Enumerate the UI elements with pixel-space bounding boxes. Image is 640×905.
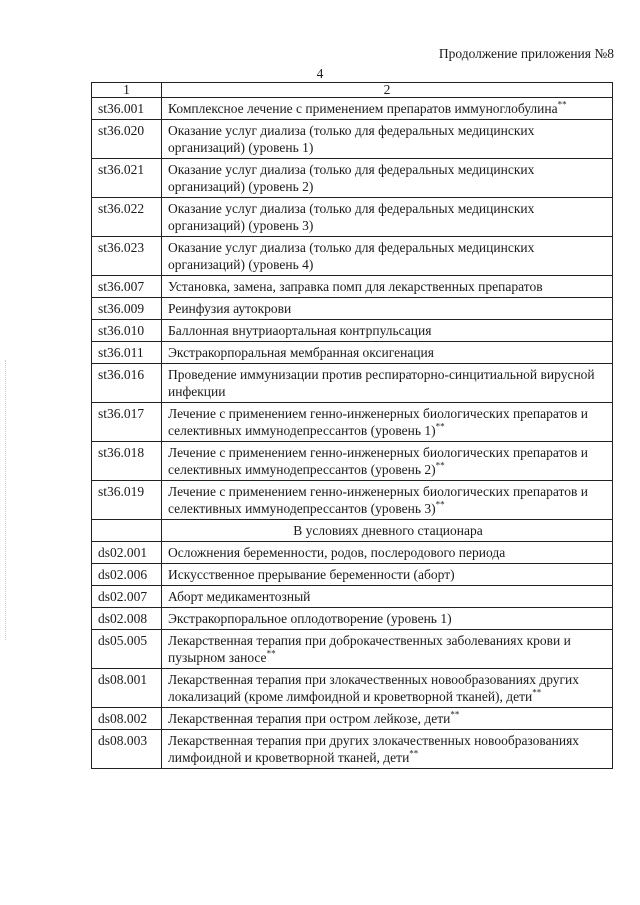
row-description-cell <box>162 442 613 481</box>
footnote-mark: ** <box>450 709 460 720</box>
row-code: st36.016 <box>92 364 162 403</box>
row-code: ds08.003 <box>92 730 162 769</box>
row-description: Лечение с применением генно-инженерных биологических препаратов и селективных иммунодепрессантов (уровень 2) <box>168 445 588 477</box>
row-description-cell <box>162 198 613 237</box>
row-code: ds05.005 <box>92 630 162 669</box>
table-row <box>92 198 613 237</box>
row-code: ds08.001 <box>92 669 162 708</box>
row-description: Лекарственная терапия при доброкачественных заболеваниях крови и пузырном заносе <box>168 633 571 665</box>
table-row <box>92 442 613 481</box>
row-code: st36.010 <box>92 320 162 342</box>
row-description: Осложнения беременности, родов, послеродового периода <box>168 545 506 560</box>
table-row <box>92 320 613 342</box>
row-description-cell <box>162 364 613 403</box>
row-code: st36.022 <box>92 198 162 237</box>
table-row <box>92 608 613 630</box>
row-code: st36.021 <box>92 159 162 198</box>
table-row <box>92 481 613 520</box>
row-description-cell <box>162 586 613 608</box>
row-code: ds02.001 <box>92 542 162 564</box>
row-description: Лекарственная терапия при злокачественных новообразованиях других локализаций (кроме лимфоидной и кроветворной тканей), дети <box>168 672 580 704</box>
row-description: Реинфузия аутокрови <box>168 301 292 316</box>
appendix-continuation-note: Продолжение приложения №8 <box>438 46 614 61</box>
column-header-2: 2 <box>162 83 613 98</box>
row-description-cell <box>162 159 613 198</box>
row-description-cell <box>162 342 613 364</box>
row-description-cell <box>162 98 613 120</box>
row-description: Экстракорпоральное оплодотворение (уровень 1) <box>168 611 452 626</box>
table-row <box>92 630 613 669</box>
row-description: Экстракорпоральная мембранная оксигенация <box>168 345 434 360</box>
code-table <box>91 82 613 769</box>
row-description: Оказание услуг диализа (только для федеральных медицинских организаций) (уровень 4) <box>168 240 535 272</box>
row-code: ds08.002 <box>92 708 162 730</box>
row-description-cell <box>162 237 613 276</box>
row-description: Лечение с применением генно-инженерных биологических препаратов и селективных иммунодепрессантов (уровень 1) <box>168 406 588 438</box>
table-row <box>92 237 613 276</box>
row-description-cell <box>162 669 613 708</box>
column-header-1: 1 <box>92 83 162 98</box>
table-row <box>92 159 613 198</box>
table-row <box>92 542 613 564</box>
table-body <box>92 98 613 769</box>
row-code: st36.017 <box>92 403 162 442</box>
row-description-cell <box>162 708 613 730</box>
row-description: Оказание услуг диализа (только для федеральных медицинских организаций) (уровень 3) <box>168 201 535 233</box>
row-description-cell <box>162 320 613 342</box>
table-row <box>92 403 613 442</box>
row-description-cell <box>162 608 613 630</box>
table-row <box>92 564 613 586</box>
row-description-cell <box>162 730 613 769</box>
row-description: Лекарственная терапия при других злокачественных новообразованиях лимфоидной и кроветворной тканей, дети <box>168 733 580 765</box>
row-code: st36.018 <box>92 442 162 481</box>
footnote-mark: ** <box>435 421 445 432</box>
page-number: 4 <box>316 66 324 81</box>
table-header-row <box>92 83 613 98</box>
table-row <box>92 298 613 320</box>
footnote-mark: ** <box>409 748 419 759</box>
row-code: st36.020 <box>92 120 162 159</box>
row-description: Искусственное прерывание беременности (аборт) <box>168 567 455 582</box>
table-row <box>92 342 613 364</box>
table-row <box>92 669 613 708</box>
section-row <box>92 520 613 542</box>
row-code: st36.023 <box>92 237 162 276</box>
row-description: Лечение с применением генно-инженерных биологических препаратов и селективных иммунодепрессантов (уровень 3) <box>168 484 588 516</box>
row-description-cell <box>162 276 613 298</box>
section-title: В условиях дневного стационара <box>162 520 613 542</box>
margin-dotted-line <box>5 360 9 640</box>
row-code: ds02.007 <box>92 586 162 608</box>
table-row <box>92 364 613 403</box>
row-description-cell <box>162 298 613 320</box>
table-row <box>92 708 613 730</box>
row-description: Баллонная внутриаортальная контрпульсация <box>168 323 432 338</box>
row-description: Оказание услуг диализа (только для федеральных медицинских организаций) (уровень 1) <box>168 123 535 155</box>
table-row <box>92 120 613 159</box>
row-code: st36.009 <box>92 298 162 320</box>
row-description: Установка, замена, заправка помп для лекарственных препаратов <box>168 279 543 294</box>
row-description-cell <box>162 481 613 520</box>
section-code-cell <box>92 520 162 542</box>
row-description: Аборт медикаментозный <box>168 589 311 604</box>
row-description-cell <box>162 120 613 159</box>
row-description-cell <box>162 403 613 442</box>
row-code: st36.007 <box>92 276 162 298</box>
row-description-cell <box>162 630 613 669</box>
table-row <box>92 276 613 298</box>
row-code: st36.011 <box>92 342 162 364</box>
row-description: Комплексное лечение с применением препаратов иммуноглобулина <box>168 101 558 116</box>
row-description-cell <box>162 542 613 564</box>
row-code: ds02.006 <box>92 564 162 586</box>
row-description: Лекарственная терапия при остром лейкозе, дети <box>168 711 451 726</box>
footnote-mark: ** <box>532 687 542 698</box>
table-row <box>92 730 613 769</box>
row-description: Оказание услуг диализа (только для федеральных медицинских организаций) (уровень 2) <box>168 162 535 194</box>
footnote-mark: ** <box>266 648 276 659</box>
row-code: st36.019 <box>92 481 162 520</box>
table-row <box>92 586 613 608</box>
row-code: ds02.008 <box>92 608 162 630</box>
footnote-mark: ** <box>435 499 445 510</box>
row-code: st36.001 <box>92 98 162 120</box>
row-description-cell <box>162 564 613 586</box>
row-description: Проведение иммунизации против респираторно-синцитиальной вирусной инфекции <box>168 367 595 399</box>
footnote-mark: ** <box>435 460 445 471</box>
footnote-mark: ** <box>557 99 567 110</box>
table-row <box>92 98 613 120</box>
